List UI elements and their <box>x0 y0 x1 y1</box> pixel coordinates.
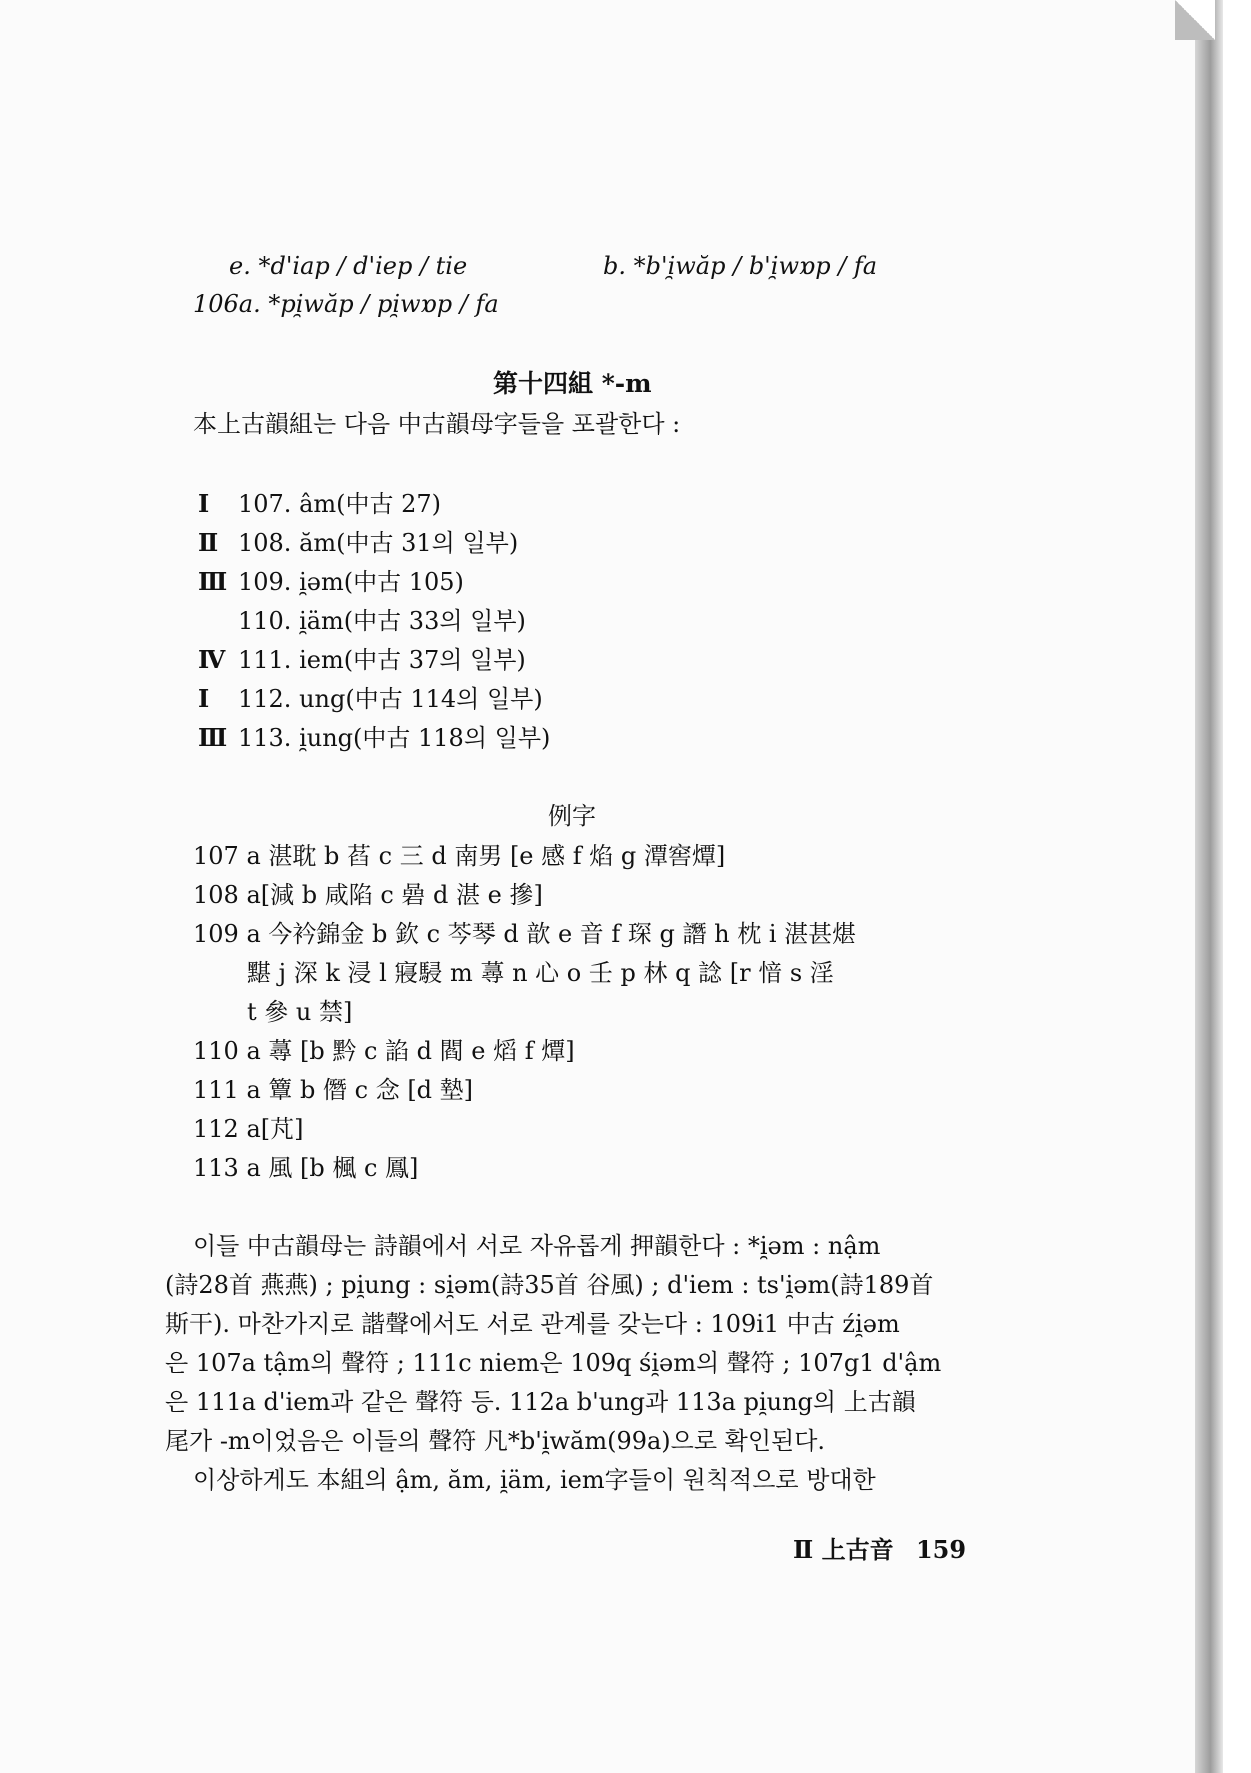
chapter-label: Ⅱ 上古音 <box>793 1535 894 1564</box>
paragraph-line: 尾가 -m이었음은 이들의 聲符 凡*b'i̯wăm(99a)으로 확인된다. <box>165 1427 826 1455</box>
examples-heading: 例字 <box>548 802 596 830</box>
example-line: t 參 u 禁] <box>247 998 353 1026</box>
example-line: 110 a 蕁 [b 黔 c 諂 d 閻 e 熖 f 燂] <box>193 1037 575 1065</box>
roman-numeral: Ⅰ <box>198 489 210 518</box>
final-row <box>198 683 543 715</box>
final-row <box>198 644 526 676</box>
final-text: 110. i̯äm(中古 33의 일부) <box>238 607 526 635</box>
example-line: 111 a 簟 b 僭 c 念 [d 墊] <box>193 1076 474 1104</box>
page-footer <box>793 1530 966 1565</box>
paragraph-line: 은 107a tậm의 聲符 ; 111c niem은 109q śi̯əm의 聲符 ; 107g1 d'ậm <box>165 1349 942 1377</box>
paragraph-line: 은 111a d'iem과 같은 聲符 등. 112a b'ung과 113a pi̯ung의 上古韻 <box>165 1388 916 1416</box>
page-edge-shadow <box>1195 0 1223 1773</box>
final-row <box>198 722 550 754</box>
page-number: 159 <box>915 1535 967 1564</box>
roman-numeral: Ⅲ <box>198 723 228 752</box>
final-row <box>198 605 526 637</box>
final-row <box>198 488 441 520</box>
top-row-1-left: e. *d'iap / d'iep / tie <box>229 252 468 280</box>
top-row-2-left: 106a. *pi̯wăp / pi̯wɒp / fa <box>193 290 499 318</box>
section-intro: 本上古韻組는 다음 中古韻母字들을 포괄한다 : <box>193 410 681 438</box>
paragraph-line: 斯干). 마찬가지로 諧聲에서도 서로 관계를 갖는다 : 109i1 中古 źi̯əm <box>165 1310 900 1338</box>
example-line: 113 a 風 [b 楓 c 鳳] <box>193 1154 419 1182</box>
final-text: 107. âm(中古 27) <box>238 490 442 518</box>
final-text: 108. ăm(中古 31의 일부) <box>238 529 519 557</box>
page-curl <box>1175 0 1215 40</box>
example-line: 109 a 今衿錦金 b 欽 c 芩琴 d 歆 e 音 f 琛 g 譖 h 枕 i 湛甚煁 <box>193 920 857 948</box>
example-line: 107 a 湛耽 b 萏 c 三 d 南男 [e 感 f 焰 g 潭窖燂] <box>193 842 726 870</box>
section-title: 第十四組 *-m <box>493 369 652 398</box>
roman-numeral: Ⅲ <box>198 567 228 596</box>
roman-numeral: Ⅳ <box>198 645 226 674</box>
paragraph-line: (詩28首 燕燕) ; pi̯ung : si̯əm(詩35首 谷風) ; d'iem : ts'i̯əm(詩189首 <box>165 1271 934 1299</box>
roman-numeral: Ⅰ <box>198 684 210 713</box>
final-row <box>198 566 464 598</box>
example-line: 108 a[減 b 咸陷 c 碞 d 湛 e 摻] <box>193 881 543 909</box>
paragraph-line: 이상하게도 本組의 ậm, ăm, i̯äm, iem字들이 원칙적으로 방대한 <box>193 1466 876 1494</box>
top-row-1-right: b. *b'i̯wăp / b'i̯wɒp / fa <box>603 252 878 280</box>
final-row <box>198 527 518 559</box>
paragraph-line: 이들 中古韻母는 詩韻에서 서로 자유롭게 押韻한다 : *i̯əm : nậm <box>193 1232 881 1260</box>
roman-numeral: Ⅱ <box>198 528 219 557</box>
final-text: 113. i̯ung(中古 118의 일부) <box>238 724 551 752</box>
final-text: 112. ung(中古 114의 일부) <box>238 685 543 713</box>
example-line: 黮 j 深 k 浸 l 寢駸 m 蕁 n 心 o 壬 p 林 q 諗 [r 愔 s 淫 <box>247 959 834 987</box>
final-text: 111. iem(中古 37의 일부) <box>238 646 526 674</box>
example-line: 112 a[芃] <box>193 1115 304 1143</box>
final-text: 109. i̯əm(中古 105) <box>238 568 464 596</box>
